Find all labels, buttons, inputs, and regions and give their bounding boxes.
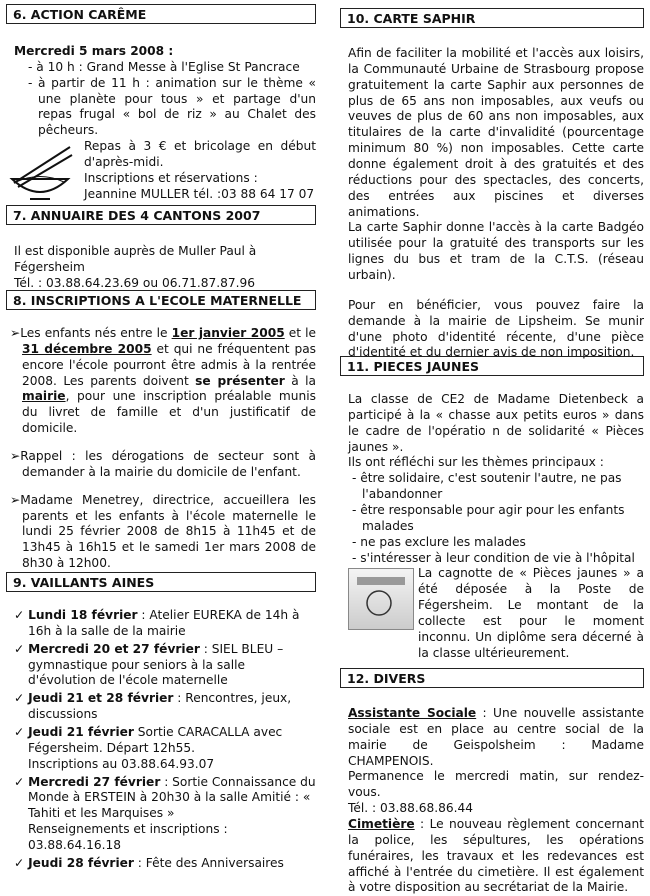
section-10-body (348, 46, 644, 361)
pieces-jaunes-image (348, 568, 414, 630)
s6-item-1: - à 10 h : Grand Messe à l'Eglise St Pancrace (28, 59, 300, 74)
s8-list (10, 326, 316, 572)
s10-p2: La carte Saphir donne l'accès à la carte Badgéo utilisée pour la gratuité des transports sur les lignes du bus et tram de la C.T.S. (réseau urbain). (348, 220, 644, 283)
s6-contact: Jeannine MULLER tél. :03 88 64 17 07 (84, 186, 315, 201)
s12-cimetiere: Cimetière : Le nouveau règlement concernant la police, les sépultures, les opérations funéraires, les travaux et les redevances est affiché à l'entrée du cimetière. Il est également à votre disposition au secrétariat de la Mairie. (348, 817, 644, 895)
section-6-body (6, 44, 316, 217)
section-11-title: 11. PIECES JAUNES (340, 356, 644, 376)
s8-item-2: ➢Rappel : les dérogations de secteur sont à demander à la mairie du domicile de l'enfant. (10, 449, 316, 479)
s9-item-2: ✓ Mercredi 20 et 27 février : SIEL BLEU – gymnastique pour seniors à la salle d'évolution de l'école maternelle (14, 641, 284, 688)
s11-p3: La cagnotte de « Pièces jaunes » a été déposée à la Poste de Fégersheim. Le montant de la collecte est pour le moment inconnu. Un diplôme sera décerné à la classe ultérieurement. (418, 566, 644, 660)
section-11-body (348, 392, 644, 660)
s7-text-2: Tél. : 03.88.64.23.69 ou 06.71.87.87.96 (14, 275, 255, 290)
section-9-title: 9. VAILLANTS AINES (6, 572, 316, 592)
s10-p1: Afin de faciliter la mobilité et l'accès aux loisirs, la Communauté Urbaine de Strasbourg propose gratuitement la carte Saphir aux personnes de plus de 65 ans non imposables, aux veufs ou veuves de plus de 60 ans non imposables, aux titulaires de la carte d'invalidité (pourcentage minimum 80 %) non imposables. Cette carte donne également droit à des gratuités et des réductions pour des spectacles, des concerts, des entrées aux piscines et diverses animations. (348, 46, 644, 219)
s6-inscriptions: Inscriptions et réservations : (84, 170, 258, 185)
s8-item-1: ➢Les enfants nés entre le 1er janvier 2005 et le 31 décembre 2005 et qui ne fréquentent pas encore l'école pourront être admis à la rentrée 2008. Les parents doivent se présenter à la mairie, pour une inscription préalable munis du livret de famille et d'un justificatif de domicile. (10, 326, 317, 436)
s11-p2: Ils ont réfléchi sur les thèmes principaux : (348, 455, 604, 470)
s7-text-1: Il est disponible auprès de Muller Paul à Fégersheim (14, 244, 257, 274)
s9-item-6: ✓ Jeudi 28 février : Fête des Anniversaires (14, 855, 284, 870)
s9-list (8, 608, 316, 872)
section-6-title: 6. ACTION CARÊME (6, 4, 316, 24)
s10-p3: Pour en bénéficier, vous pouvez faire la demande à la mairie de Lipsheim. Se munir d'une photo d'identité récente, d'une pièce d'identité et du dernier avis de non imposition. (348, 297, 644, 360)
s8-item-3: ➢Madame Menetrey, directrice, accueillera les parents et les enfants à l'école maternelle le lundi 25 février 2008 de 8h15 à 11h45 et de 13h45 à 16h15 et le samedi 1er mars 2008 de 8h30 à 12h00. (10, 492, 316, 571)
s11-p1: La classe de CE2 de Madame Dietenbeck a participé à la « chasse aux petits euros » dans le cadre de l'opératio n de solidarité « Pièces jaunes ». (348, 392, 644, 454)
s9-item-4: ✓ Jeudi 21 février Sortie CARACALLA avec Fégersheim. Départ 12h55. Inscriptions au 03.88.64.93.07 (14, 725, 283, 771)
s9-item-5: ✓ Mercredi 27 février : Sortie Connaissance du Monde à ERSTEIN à 20h30 à la salle Amitié : « Tahiti et les Marquises » Renseignements et inscriptions : 03.88.64.16.18 (14, 774, 316, 853)
s6-item-2: - à partir de 11 h : animation sur le thème « une planète pour tous » et partage d'un repas frugal « bol de riz » au Chalet des pêcheurs. (28, 75, 316, 138)
section-7-body (14, 244, 316, 292)
s12-permanence: Permanence le mercredi matin, sur rendez-vous. (348, 769, 644, 800)
s11-list (348, 471, 644, 566)
s11-item-3: - ne pas exclure les malades (352, 534, 526, 549)
s12-assistante: Assistante Sociale : Une nouvelle assistante sociale est en place au centre social de la mairie de Geispolsheim : Madame CHAMPENOIS. (348, 706, 644, 768)
section-9-body (8, 608, 316, 874)
section-10-title: 10. CARTE SAPHIR (340, 8, 644, 28)
s6-list (24, 60, 316, 139)
s9-extra-2: Renseignements et inscriptions : 03.88.64.16.18 (28, 822, 228, 853)
s6-repas: Repas à 3 € et bricolage en début d'après-midi. (84, 139, 316, 170)
section-8-body (10, 326, 316, 584)
s11-item-2: - être responsable pour agir pour les enfants malades (352, 503, 625, 533)
s9-item-3: ✓ Jeudi 21 et 28 février : Rencontres, jeux, discussions (14, 691, 292, 722)
section-7-title: 7. ANNUAIRE DES 4 CANTONS 2007 (6, 205, 316, 225)
s11-item-4: - s'intéresser à leur condition de vie à l'hôpital (352, 550, 635, 565)
section-8-title: 8. INSCRIPTIONS A L'ECOLE MATERNELLE (6, 290, 316, 310)
bowl-chopsticks-icon (8, 143, 74, 205)
s9-item-1: ✓ Lundi 18 février : Atelier EUREKA de 14h à 16h à la salle de la mairie (14, 608, 300, 638)
s12-tel: Tél. : 03.88.68.86.44 (348, 801, 474, 816)
s6-date: Mercredi 5 mars 2008 : (14, 44, 174, 58)
section-12-title: 12. DIVERS (340, 668, 644, 688)
s9-extra-1: Inscriptions au 03.88.64.93.07 (28, 756, 215, 771)
s11-item-1: - être solidaire, c'est soutenir l'autre, ne pas l'abandonner (352, 471, 622, 502)
